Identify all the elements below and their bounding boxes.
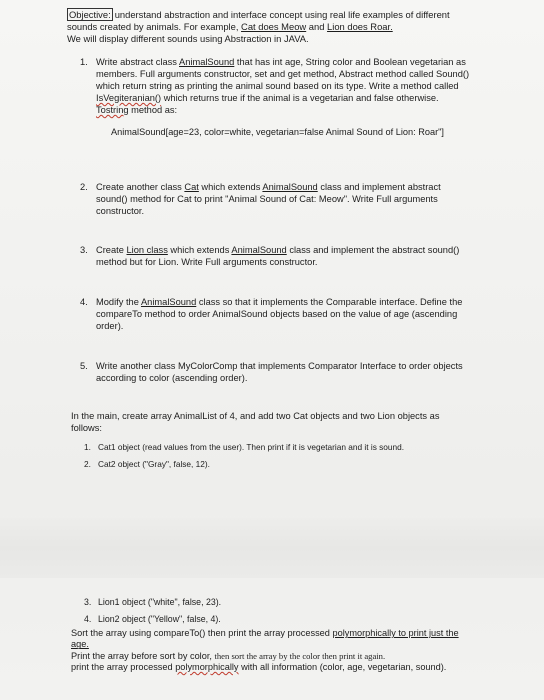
main-instructions: In the main, create array AnimalList of 4, and add two Cat objects and two Lion objects as follows: xyxy=(71,411,440,433)
objective-label: Objective: xyxy=(69,9,111,20)
cat-meow-text: Cat does Meow xyxy=(241,21,307,32)
lion-roar-text: Lion does Roar. xyxy=(327,21,393,32)
closing-instructions: Sort the array using compareTo() then print the array processed polymorphically to print just the age. Print the array before sort by color, then sort the array by the color then print it again. print the array processed polymorphically with all information (color, age, vegetarian, sound). xyxy=(71,628,459,673)
page-gap xyxy=(0,518,544,578)
document-page: Objective: understand abstraction and interface concept using real life examples of different sounds created by animals. For example, Cat does Meow and Lion does Roar. We will display different sounds using Abstraction in JAVA. 1. Write abstract class AnimalSound that has int age, String color and Boolean vegetarian as members. Full arguments constructor, set and get method, Abstract method called Sound() which return string as printing the animal sound based on its type. Write a method called IsVegiteranian() which returns true if the animal is a vegetarian and false otherwise. Tostring method as: AnimalSound[age=23, color=white, vegetarian=false Animal Sound of Lion: Roar"] 2. Create another class Cat which extends AnimalSound class and implement abstract sound() method for Cat to print "Animal Sound of Cat: Meow". Write Full arguments constructor. 3. Create Lion class which extends AnimalSound class and implement the abstract sound() method but for Lion. Write Full arguments constructor. 4. Modify the AnimalSound class so that it implements the Comparable interface. Define the compareTo method to order AnimalSound objects based on the value of age (ascending order). 5. Write another class MyColorComp that implements Comparator Interface to order objects according to color (ascending order). In the main, create array AnimalList of 4, and add two Cat objects and two Lion objects as follows: 1. Cat1 object (read values from the user). Then print if it is vegetarian and it is sound. 2. Cat2 object ("Gray", false, 12). 3. Lion1 object ("white", false, 23). 4. Lion2 object ("Yellow", false, 4). Sort the array using compareTo() then print the array processed polymorphically to print just the age. Print the array before sort by color, then sort the array by the color then print it again. print the array processed polymorphically with all information (color, age, vegetarian, sound). xyxy=(0,0,544,700)
tostring-sample-output: AnimalSound[age=23, color=white, vegetarian=false Animal Sound of Lion: Roar"] xyxy=(111,127,444,137)
objective-paragraph: Objective: understand abstraction and interface concept using real life examples of different sounds created by animals. For example, Cat does Meow and Lion does Roar. We will display different sounds using Abstraction in JAVA. xyxy=(67,9,450,44)
